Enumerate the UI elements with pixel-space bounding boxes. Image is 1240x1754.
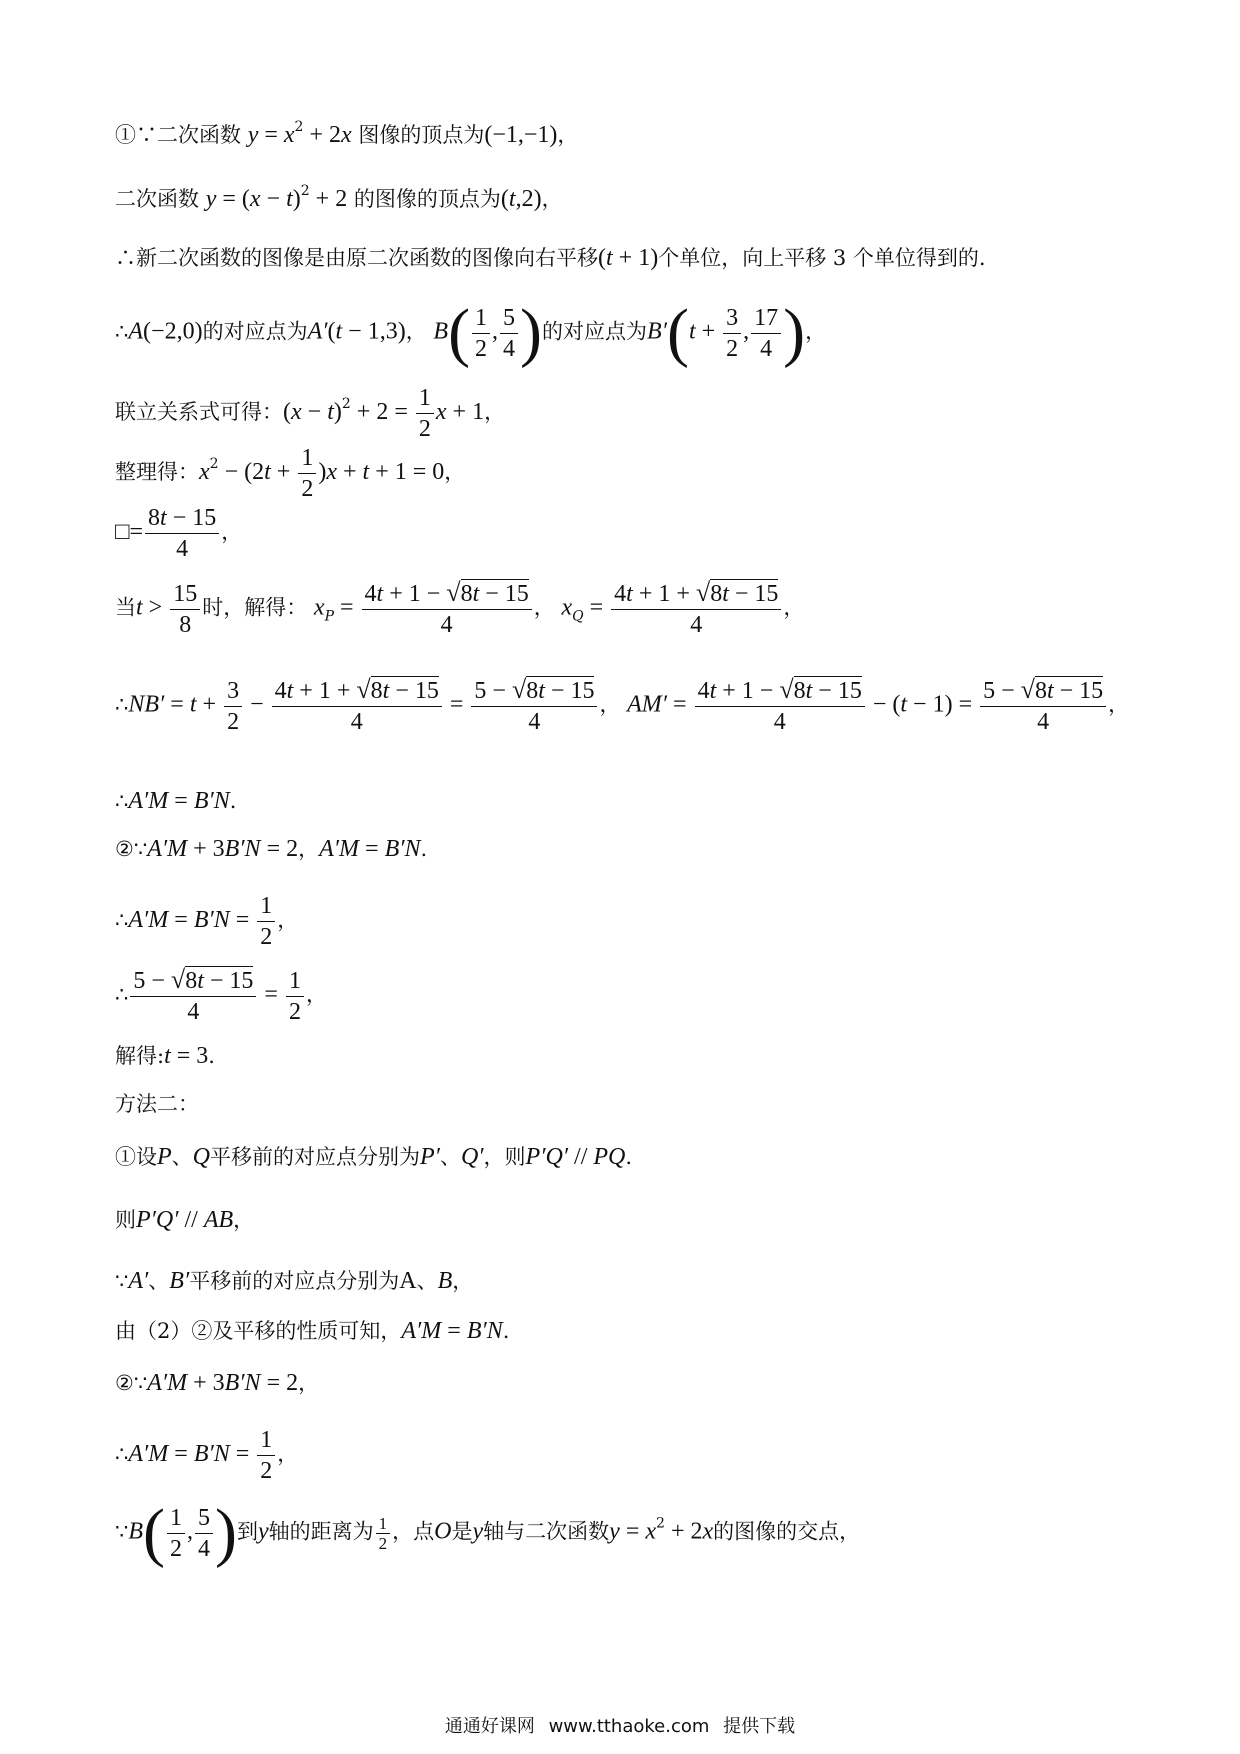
footer-suffix: 提供下载 <box>723 1716 796 1737</box>
line-result: 解得:t = 3. <box>115 1043 215 1069</box>
line-given: ②∵A′M + 3B′N = 2，A′M = B′N. <box>115 836 428 862</box>
line-half-2: ∴A′M = B′N = $\frac{1}{2}$ ， <box>115 1427 299 1484</box>
line-property: 由（2）②及平移的性质可知，A′M = B′N. <box>115 1318 510 1344</box>
line-translation: ∴新二次函数的图像是由原二次函数的图像向右平移(t + 1)个单位，向上平移 3 个单位得到的. <box>115 245 986 271</box>
line-discriminant: □= $\frac{8t - 15}{4}$ ， <box>115 505 243 562</box>
footer-url[interactable]: www.tthaoke.com <box>548 1716 710 1737</box>
line-roots: 当t > $\frac{15}{8}$ 时，解得： $x_P$ = $\frac{4t + 1 - √8t - 15}{4}$ ， $x_Q$ = $\frac{4t + 1 + √8t - 15}{4}$ ， <box>115 578 805 638</box>
line-given-2: ②∵A′M + 3B′N = 2， <box>115 1370 320 1396</box>
line-distance: ∵B( $\frac{1}{2}$ , $\frac{5}{4}$ )到y轴的距离为 $\frac{1}{2}$ ，点O是y轴与二次函数$y = x^2 + 2x$的图像的交点， <box>115 1496 861 1569</box>
line-system: 联立关系式可得：$(x - t)^2 + 2$ = $\frac{1}{2}$ x + 1， <box>115 385 506 442</box>
line-equal-segments: ∴A′M = B′N. <box>115 788 237 814</box>
line-half: ∴A′M = B′N = $\frac{1}{2}$ ， <box>115 893 299 950</box>
line-corresponding-points: ∴A(−2,0)的对应点为A′(t − 1,3)， B( $\frac{1}{2}$ , $\frac{5}{4}$ )的对应点为B′(t + $\frac{3}{2}$ , $\frac{17}{4}$ )， <box>115 296 827 369</box>
line-vertex-2: 二次函数 $y = (x - t)^2 + 2$ 的图像的顶点为(t,2)， <box>115 183 563 212</box>
line-vertex-1: ①∵二次函数 $y = x^2 + 2x$ 图像的顶点为(−1,−1)， <box>115 119 579 148</box>
line-equation: ∴ $\frac{5 - √8t - 15}{4}$ = $\frac{1}{2}$ ， <box>115 965 327 1025</box>
line-correspondence: ∵A′、B′平移前的对应点分别为A、B， <box>115 1268 474 1294</box>
page-footer <box>0 1712 1240 1738</box>
line-parallel: 则P′Q′ // AB， <box>115 1207 255 1233</box>
line-lengths: ∴NB′ = t + $\frac{3}{2}$ − $\frac{4t + 1 + √8t - 15}{4}$ = $\frac{5 - √8t - 15}{4}$ ， AM′ = $\frac{4t + 1 - √8t - 15}{4}$ − (t − 1) = $\frac{5 - √8t - 15}{4}$ ， <box>115 675 1130 735</box>
line-simplify: 整理得：$x^2 - (2t$ + $\frac{1}{2}$ )x + t + 1 = 0， <box>115 445 466 502</box>
footer-site-name: 通通好课网 <box>444 1716 535 1737</box>
line-method-two: 方法二： <box>115 1092 199 1116</box>
line-method2-step1: ①设P、Q平移前的对应点分别为P′、Q′，则P′Q′ // PQ. <box>115 1144 633 1170</box>
